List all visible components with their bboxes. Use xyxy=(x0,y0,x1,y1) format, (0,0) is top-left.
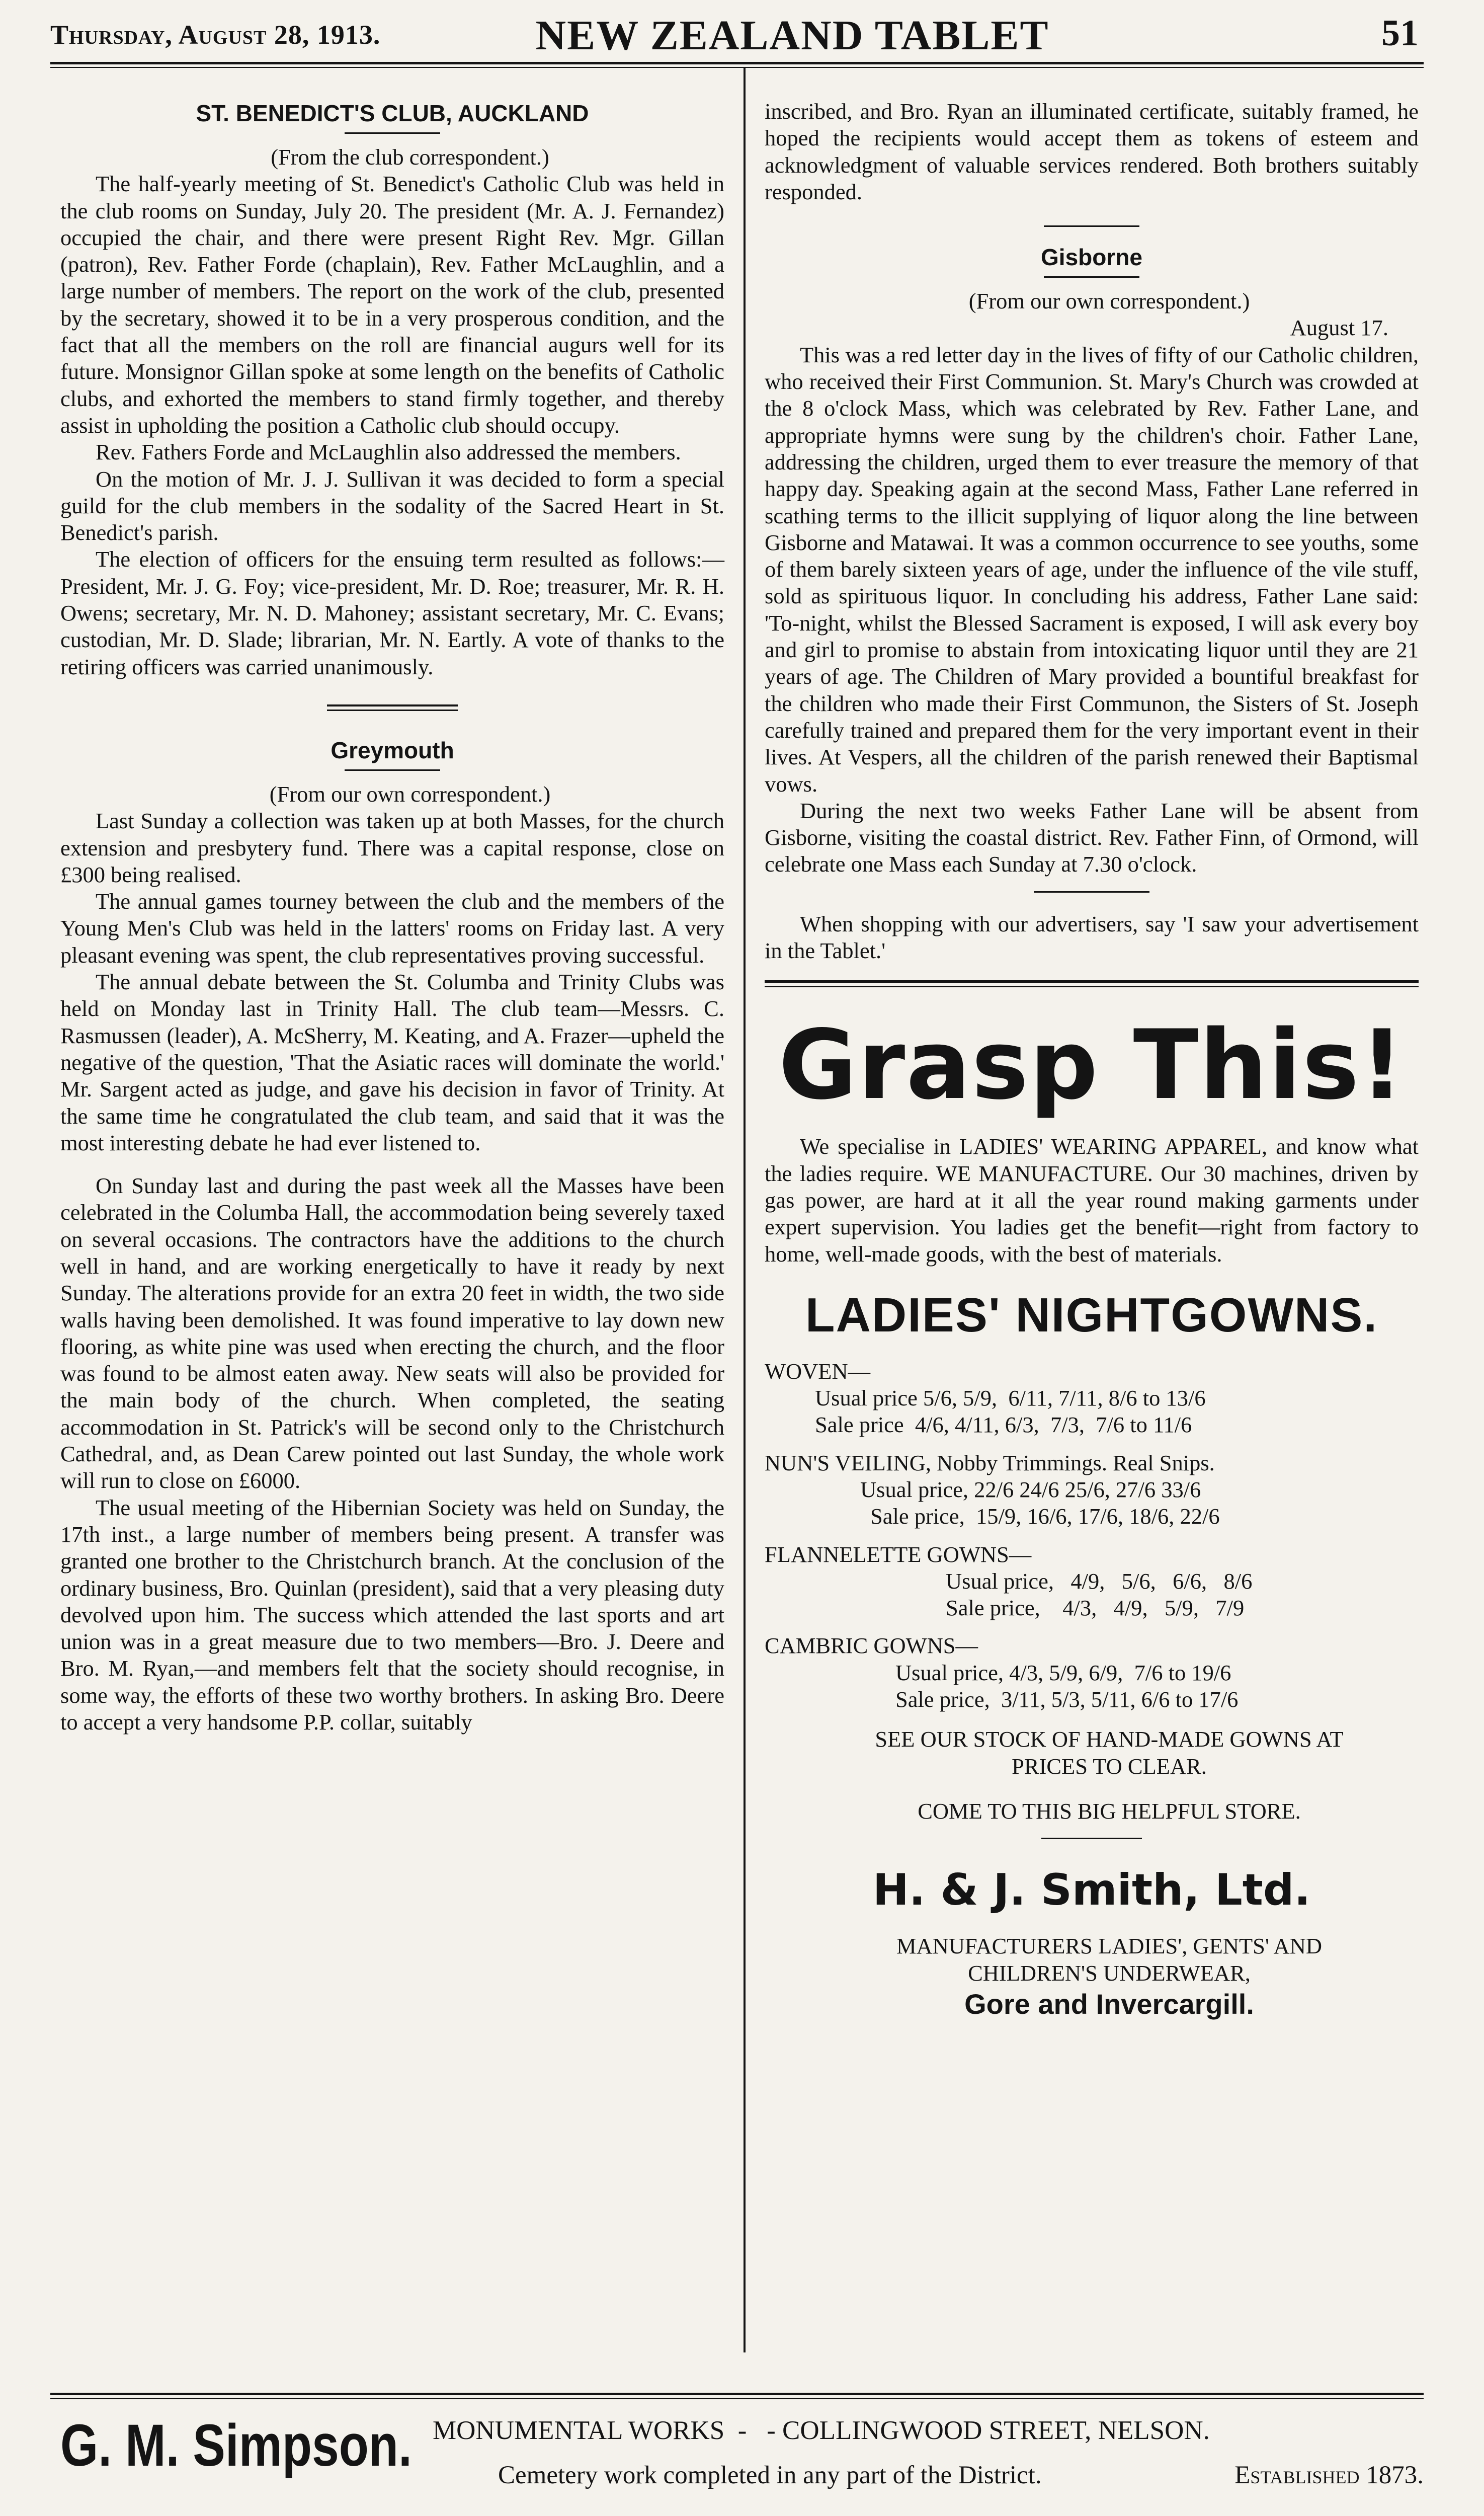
issue-date: Thursday, August 28, 1913. xyxy=(50,20,381,50)
nuns-veiling-sale-price: Sale price, 15/9, 16/6, 17/6, 18/6, 22/6 xyxy=(870,1504,1220,1529)
advert-intro: We specialise in LADIES' WEARING APPAREL, and know what the ladies require. WE MANUFACTURE. Our 30 machines, driven by gas power, are hard at it all the year round making garments under expert supervision. You ladies get the benefit—right from factory to home, well-made goods, with the best of materials. xyxy=(765,1134,1419,1267)
greymouth-paragraph: The usual meeting of the Hibernian Society was held on Sunday, the 17th inst., a large number of members being present. A transfer was granted one brother to the Christchurch branch. At the conclusion of the ordinary business, Bro. Quinlan (president), said that a very pleasing duty devolved upon him. The success which attended the last sports and art union was in a great measure due to two members—Bro. J. Deere and Bro. M. Ryan,—and members felt that the society should recognise, in some way, the efforts of these two worthy brothers. In asking Bro. Deere to accept a very handsome P.P. collar, suitably xyxy=(60,1495,724,1735)
flannelette-heading: FLANNELETTE GOWNS— xyxy=(765,1541,1032,1567)
footer-advertiser-name: G. M. Simpson. xyxy=(60,2412,412,2479)
nuns-veiling-usual-price: Usual price, 22/6 24/6 25/6, 27/6 33/6 xyxy=(860,1476,1201,1502)
firm-name: H. & J. Smith, Ltd. xyxy=(872,1865,1311,1916)
gisborne-dateline: August 17. xyxy=(1290,315,1388,341)
paper-title: NEW ZEALAND TABLET xyxy=(535,12,1049,59)
greymouth-byline: (From our own correspondent.) xyxy=(269,781,551,807)
cambric-heading: CAMBRIC GOWNS— xyxy=(765,1633,978,1659)
benedicts-paragraph: On the motion of Mr. J. J. Sullivan it was decided to form a special guild for the club members in the sodality of the Sacred Heart in St. Benedict's parish. xyxy=(60,466,724,545)
flannelette-sale-price: Sale price, 4/3, 4/9, 5/9, 7/9 xyxy=(946,1595,1245,1621)
stock-line: SEE OUR STOCK OF HAND-MADE GOWNS AT xyxy=(875,1726,1344,1752)
come-to-store: COME TO THIS BIG HELPFUL STORE. xyxy=(918,1798,1301,1824)
header-rule xyxy=(50,62,1424,68)
footer-cemetery-work: Cemetery work completed in any part of the District. xyxy=(498,2461,1042,2489)
gisborne-paragraph: During the next two weeks Father Lane will be absent from Gisborne, visiting the coastal district. Rev. Father Finn, of Ormond, will celebrate one Mass each Sunday at 7.30 o'clock. xyxy=(765,798,1419,877)
gisborne-heading: Gisborne xyxy=(1041,244,1142,271)
flannelette-usual-price: Usual price, 4/9, 5/6, 6/6, 8/6 xyxy=(946,1568,1253,1594)
benedicts-heading: ST. BENEDICT'S CLUB, AUCKLAND xyxy=(196,100,589,126)
greymouth-paragraph: The annual debate between the St. Columba and Trinity Clubs was held on Monday last in Trinity Hall. The club team—Messrs. C. Rasmussen (leader), A. McSherry, M. Keating, and A. Frazer—upheld the negative of the question, 'That the Asiatic races will dominate the world.' Mr. Sargent acted as judge, and gave his decision in favor of Trinity. At the same time he congratulated the club team, and said that it was the most interesting debate he had ever listened to. xyxy=(60,969,724,1155)
greymouth-heading: Greymouth xyxy=(331,737,454,763)
woven-sale-price: Sale price 4/6, 4/11, 6/3, 7/3, 7/6 to 11/6 xyxy=(815,1412,1192,1438)
stock-line: PRICES TO CLEAR. xyxy=(1012,1753,1207,1779)
left-column xyxy=(60,98,724,1736)
firm-locations: Gore and Invercargill. xyxy=(964,1988,1254,2020)
footer-rule xyxy=(50,2393,1424,2399)
heading-rule xyxy=(345,132,440,134)
gisborne-byline: (From our own correspondent.) xyxy=(968,288,1250,314)
footer-works-address: MONUMENTAL WORKS - - COLLINGWOOD STREET, NELSON. xyxy=(433,2416,1210,2445)
page-header xyxy=(50,11,1424,61)
advert-subheading: LADIES' NIGHTGOWNS. xyxy=(805,1288,1378,1342)
page-number: 51 xyxy=(1381,13,1419,54)
heading-rule xyxy=(345,769,440,771)
gisborne-paragraph: This was a red letter day in the lives of fifty of our Catholic children, who received their First Communion. St. Mary's Church was crowded at the 8 o'clock Mass, which was celebrated by Rev. Father Lane, and appropriate hymns were sung by the children's choir. Father Lane, addressing the children, urged them to ever treasure the memory of that happy day. Speaking again at the second Mass, Father Lane referred in scathing terms to the illicit supplying of liquor along the line between Gisborne and Matawai. It was a common occurrence to see youths, some of them barely sixteen years of age, under the influence of the vile stuff, sold as spirituous liquor. In concluding his address, Father Lane said: 'To-night, whilst the Blessed Sacrament is exposed, I will ask every boy and girl to promise to abstain from intoxicating liquor until they are 21 years of age. The Children of Mary provided a bountiful breakfast for the children who made their First Communon, the Sisters of St. Joseph carefully trained and prepared them for the very important event in their lives. At Vespers, all the children of the parish renewed their Baptismal vows. xyxy=(765,342,1419,797)
woven-usual-price: Usual price 5/6, 5/9, 6/11, 7/11, 8/6 to 13/6 xyxy=(815,1385,1206,1411)
manufacturer-line: CHILDREN'S UNDERWEAR, xyxy=(968,1960,1251,1986)
benedicts-byline: (From the club correspondent.) xyxy=(271,144,549,170)
greymouth-continuation: inscribed, and Bro. Ryan an illuminated certificate, suitably framed, he hoped the recipients would accept them as tokens of esteem and acknowledgment of valuable services rendered. Both brothers suitably responded. xyxy=(765,99,1419,204)
cambric-sale-price: Sale price, 3/11, 5/3, 5/11, 6/6 to 17/6 xyxy=(895,1687,1239,1712)
benedicts-paragraph: The election of officers for the ensuing term resulted as follows:—President, Mr. J. G. Foy; vice-president, Mr. D. Roe; treasurer, Mr. R. H. Owens; secretary, Mr. N. D. Mahoney; assistant secretary, Mr. C. Evans; custodian, Mr. D. Slade; librarian, Mr. N. Eartly. A vote of thanks to the retiring officers was carried unanimously. xyxy=(60,546,724,679)
advert-rule xyxy=(765,980,1419,987)
greymouth-paragraph: On Sunday last and during the past week all the Masses have been celebrated in the Columba Hall, the accommodation being severely taxed on several occasions. The contractors have the additions to the church well in hand, and are working energetically to have it ready by next Sunday. The alterations provide for an extra 20 feet in width, the two side walls having been demolished. It was found imperative to lay down new flooring, as white pine was used when erecting the church, and the floor was found to be almost eaten away. New seats will also be provided for the main body of the church. When completed, the seating accommodation in St. Patrick's will be second only to the Christchurch Cathedral, and, as Dean Carew pointed out last Sunday, the whole work will run to close on £6000. xyxy=(60,1173,724,1493)
section-divider xyxy=(1044,225,1139,227)
column-divider xyxy=(744,68,746,2352)
footer-tagline xyxy=(498,2461,1424,2490)
manufacturer-line: MANUFACTURERS LADIES', GENTS' AND xyxy=(896,1933,1322,1959)
woven-heading: WOVEN— xyxy=(765,1358,871,1384)
cambric-usual-price: Usual price, 4/3, 5/9, 6/9, 7/6 to 19/6 xyxy=(895,1660,1231,1685)
greymouth-paragraph: The annual games tourney between the club and the members of the Young Men's Club was held in the latters' rooms on Friday last. A very pleasant evening was spent, the club representatives proving successful. xyxy=(60,889,724,968)
right-column xyxy=(765,98,1419,2022)
advertisement xyxy=(765,1009,1419,2022)
benedicts-paragraph: The half-yearly meeting of St. Benedict's Catholic Club was held in the club rooms on Sunday, July 20. The president (Mr. A. J. Fernandez) occupied the chair, and there were present Right Rev. Mgr. Gillan (patron), Rev. Father Forde (chaplain), Rev. Father McLaughlin, and a large number of members. The report on the work of the club, presented by the secretary, showed it to be in a very prosperous condition, and the fact that all the members on the roll are financial augurs well for its future. Monsignor Gillan spoke at some length on the benefits of Catholic clubs, and exhorted the members to stand firmly together, and thereby assist in upholding the position a Catholic club should occupy. xyxy=(60,171,724,438)
section-divider xyxy=(1034,891,1149,893)
heading-rule xyxy=(1044,276,1139,278)
section-divider xyxy=(327,704,458,711)
benedicts-paragraph: Rev. Fathers Forde and McLaughlin also addressed the members. xyxy=(96,439,681,465)
nuns-veiling-heading: NUN'S VEILING, Nobby Trimmings. Real Snips. xyxy=(765,1450,1215,1475)
greymouth-paragraph: Last Sunday a collection was taken up at both Masses, for the church extension and presbytery fund. There was a capital response, close on £300 being realised. xyxy=(60,808,724,887)
advert-headline: Grasp This! xyxy=(778,1009,1405,1121)
footer-established: Established 1873. xyxy=(1234,2461,1424,2489)
advert-divider xyxy=(1041,1838,1142,1839)
advertiser-notice: When shopping with our advertisers, say 'I saw your advertisement in the Tablet.' xyxy=(765,911,1419,964)
